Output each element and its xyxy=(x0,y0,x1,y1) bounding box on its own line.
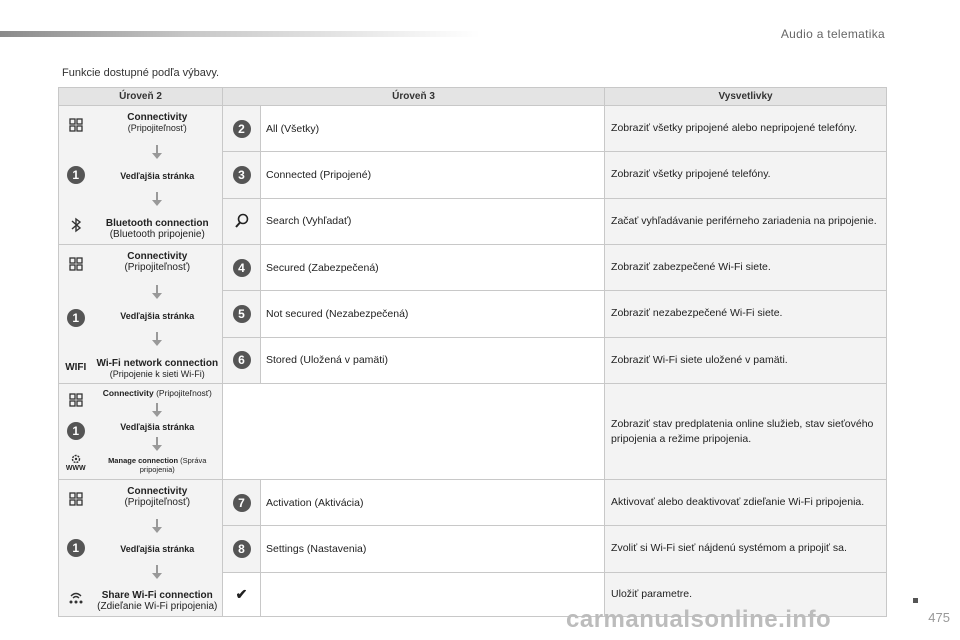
down-arrow-icon xyxy=(152,519,162,533)
level3-label: Secured (Zabezpečená) xyxy=(261,245,605,291)
bluetooth-icon xyxy=(67,216,85,234)
step-badge: 5 xyxy=(233,305,251,323)
level3-label: Activation (Aktivácia) xyxy=(261,480,605,526)
step-badge: 1 xyxy=(67,539,85,557)
level2-subpage: Vedľajšia stránka xyxy=(120,170,195,181)
search-icon xyxy=(233,212,251,230)
level2-bottom-title: Manage connection xyxy=(108,456,179,465)
gear-icon xyxy=(69,453,83,465)
group3-level2 xyxy=(93,384,223,480)
level2-subpage: Vedľajšia stránka xyxy=(120,544,195,554)
group1-icons xyxy=(59,106,93,245)
group3-icons xyxy=(59,384,93,480)
table-row xyxy=(59,384,887,480)
header-level3: Úroveň 3 xyxy=(223,88,605,106)
level2-title-sub: (Pripojiteľnosť) xyxy=(124,497,191,508)
header-explanations: Vysvetlivky xyxy=(605,88,887,106)
level3-icon-cell xyxy=(223,152,261,198)
top-accent-bar xyxy=(0,31,480,37)
down-arrow-icon xyxy=(152,145,162,159)
level3-icon-cell xyxy=(223,291,261,337)
level3-icon-cell xyxy=(223,480,261,526)
level2-bottom-sub: (Zdieľanie Wi-Fi pripojenia) xyxy=(97,601,218,612)
section-title: Audio a telematika xyxy=(780,27,885,41)
page-marker xyxy=(913,598,918,603)
level3-icon-cell xyxy=(223,337,261,383)
apps-grid-icon xyxy=(67,255,85,273)
table-row xyxy=(59,245,887,291)
group2-level2 xyxy=(93,245,223,384)
down-arrow-icon xyxy=(152,192,162,206)
group4-level2 xyxy=(93,480,223,617)
down-arrow-icon xyxy=(152,332,162,346)
step-badge: 6 xyxy=(233,351,251,369)
level2-title-sub: (Pripojiteľnosť) xyxy=(156,388,212,398)
group1-level2 xyxy=(93,106,223,245)
level2-subpage: Vedľajšia stránka xyxy=(120,422,195,432)
step-badge: 1 xyxy=(67,309,85,327)
level3-icon-cell xyxy=(223,106,261,152)
header-level2: Úroveň 2 xyxy=(59,88,223,106)
down-arrow-icon xyxy=(152,285,162,299)
explanation: Zobraziť stav predplatenia online služieb, stav sieťového pripojenia a režime pripojenia. xyxy=(605,384,887,480)
www-label: WWW xyxy=(65,464,86,472)
group2-icons xyxy=(59,245,93,384)
step-badge: 7 xyxy=(233,494,251,512)
explanation: Uložiť parametre. xyxy=(605,572,887,616)
explanation: Zvoliť si Wi-Fi sieť nájdenú systémom a pripojiť sa. xyxy=(605,526,887,572)
group4-icons xyxy=(59,480,93,617)
level2-title: Connectivity xyxy=(127,486,188,497)
down-arrow-icon xyxy=(152,437,162,451)
checkmark-icon: ✔ xyxy=(235,586,248,603)
level3-icon-cell xyxy=(223,245,261,291)
level3-label: Stored (Uložená v pamäti) xyxy=(261,337,605,383)
level2-title: Connectivity xyxy=(127,251,188,262)
down-arrow-icon xyxy=(152,403,162,417)
step-badge: 4 xyxy=(233,259,251,277)
wifi-icon: WIFI xyxy=(65,362,87,373)
table-row xyxy=(59,106,887,152)
level2-bottom-sub: (Pripojenie k sieti Wi-Fi) xyxy=(109,369,205,379)
level2-title-sub: (Pripojiteľnosť) xyxy=(124,262,191,273)
explanation: Zobraziť všetky pripojené telefóny. xyxy=(605,152,887,198)
level3-label: Settings (Nastavenia) xyxy=(261,526,605,572)
step-badge: 3 xyxy=(233,166,251,184)
www-icon xyxy=(66,453,86,473)
step-badge: 8 xyxy=(233,540,251,558)
level3-icon-cell xyxy=(223,572,261,616)
level3-icon-cell xyxy=(223,526,261,572)
table-row xyxy=(59,480,887,526)
apps-grid-icon xyxy=(67,490,85,508)
watermark-logo: carmanualsonline.info xyxy=(566,606,832,633)
level3-icon-cell xyxy=(223,198,261,244)
level2-bottom-title: Wi-Fi network connection xyxy=(96,358,219,369)
level2-subpage: Vedľajšia stránka xyxy=(120,310,195,321)
level3-label: All (Všetky) xyxy=(261,106,605,152)
level2-bottom-title: Bluetooth connection xyxy=(105,218,209,229)
step-badge: 2 xyxy=(233,120,251,138)
down-arrow-icon xyxy=(152,565,162,579)
explanation: Začať vyhľadávanie periférneho zariadenia na pripojenie. xyxy=(605,198,887,244)
level2-bottom-sub: (Bluetooth pripojenie) xyxy=(109,229,205,240)
explanation: Aktivovať alebo deaktivovať zdieľanie Wi-Fi pripojenia. xyxy=(605,480,887,526)
apps-grid-icon xyxy=(67,116,85,134)
level3-label: Not secured (Nezabezpečená) xyxy=(261,291,605,337)
level2-bottom-title: Share Wi-Fi connection xyxy=(101,590,213,601)
level3-label: Search (Vyhľadať) xyxy=(261,198,605,244)
step-badge: 1 xyxy=(67,422,85,440)
level2-bottom-sub: (Správa pripojenia) xyxy=(139,456,207,474)
level2-title-sub: (Pripojiteľnosť) xyxy=(127,123,187,133)
page-number: 475 xyxy=(928,610,950,625)
share-wifi-icon xyxy=(67,588,85,606)
explanation: Zobraziť všetky pripojené alebo nepripojené telefóny. xyxy=(605,106,887,152)
apps-grid-icon xyxy=(67,391,85,409)
explanation: Zobraziť nezabezpečené Wi-Fi siete. xyxy=(605,291,887,337)
level3-label xyxy=(223,384,605,480)
step-badge: 1 xyxy=(67,166,85,184)
level2-title: Connectivity xyxy=(102,388,154,398)
intro-note: Funkcie dostupné podľa výbavy. xyxy=(62,67,220,79)
explanation: Zobraziť zabezpečené Wi-Fi siete. xyxy=(605,245,887,291)
level3-label: Connected (Pripojené) xyxy=(261,152,605,198)
level3-label xyxy=(261,572,605,616)
explanation: Zobraziť Wi-Fi siete uložené v pamäti. xyxy=(605,337,887,383)
level2-title: Connectivity xyxy=(127,112,188,123)
settings-table xyxy=(58,87,887,617)
table-header-row xyxy=(59,88,887,106)
